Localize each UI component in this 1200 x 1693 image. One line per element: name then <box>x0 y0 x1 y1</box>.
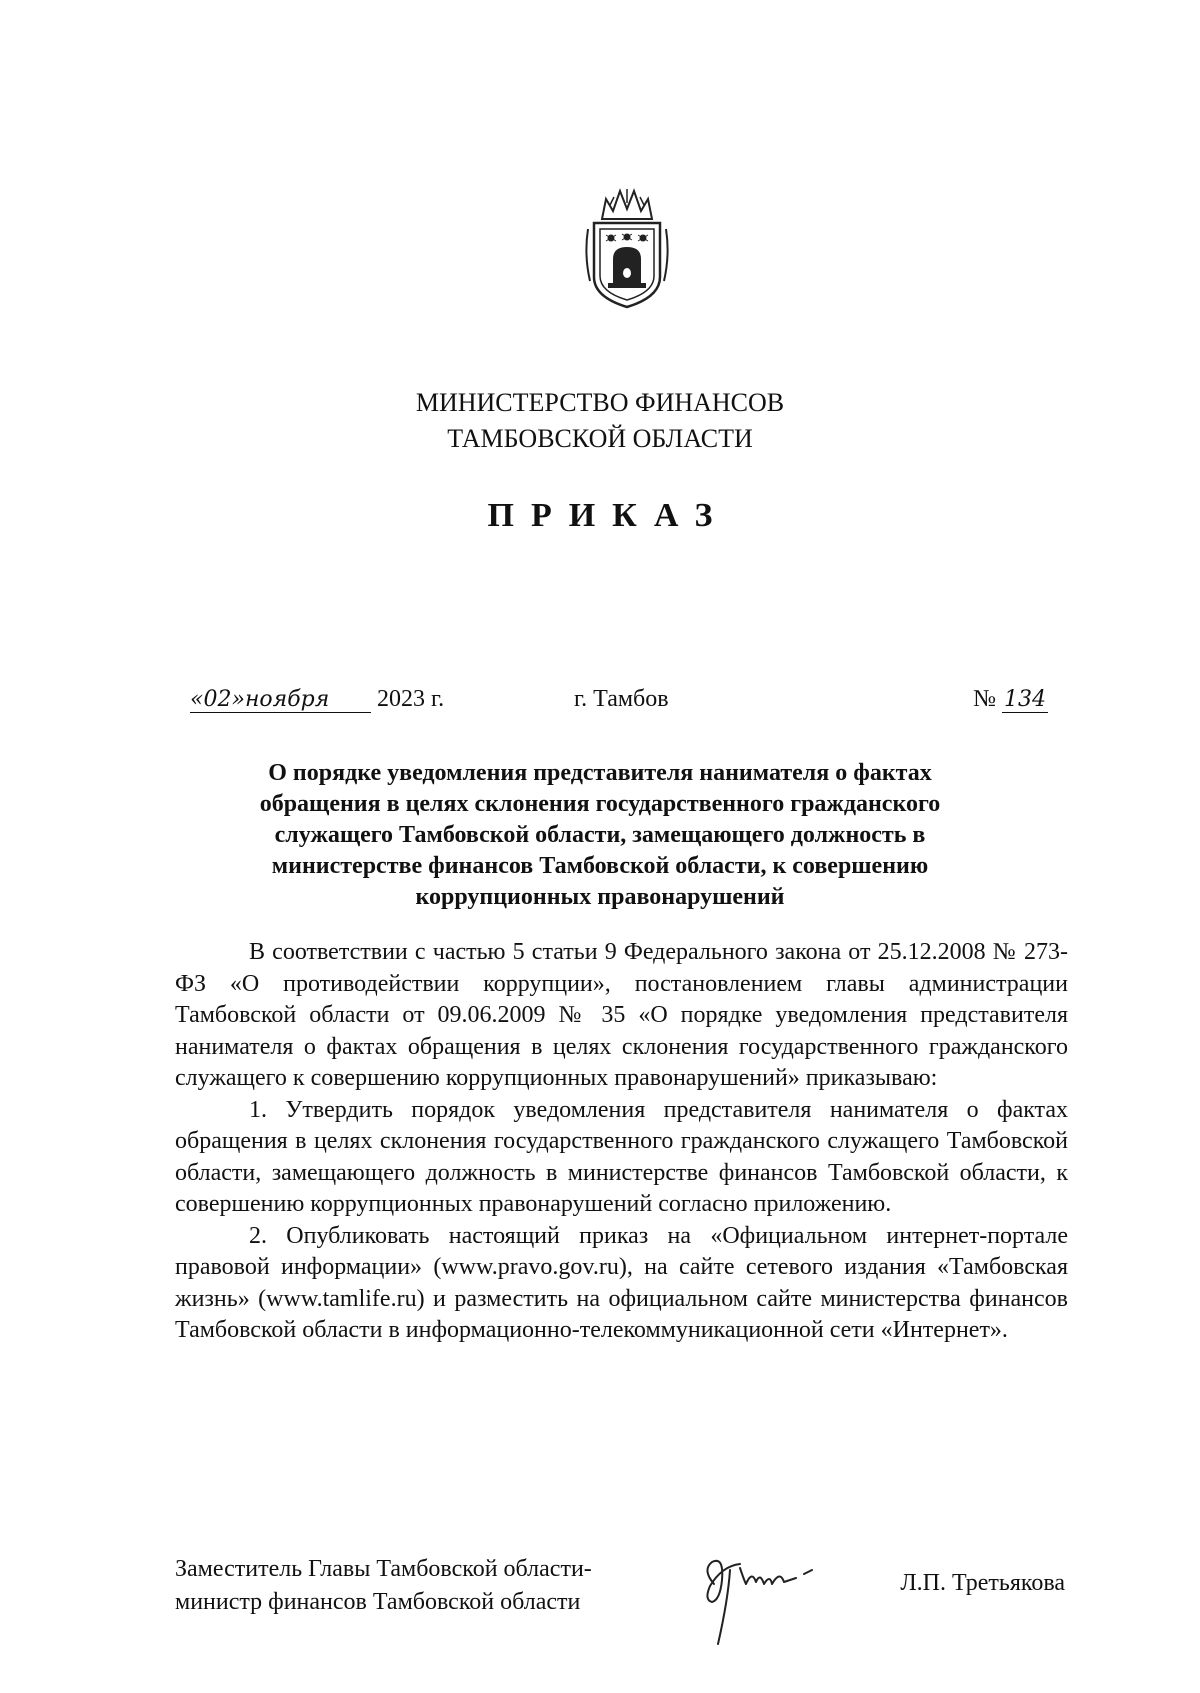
document-body <box>175 937 1068 1347</box>
organization-name <box>300 385 900 457</box>
title-line-5: коррупционных правонарушений <box>415 884 785 910</box>
document-title <box>215 758 985 913</box>
document-city: г. Тамбов <box>574 686 669 712</box>
signatory-position <box>175 1553 592 1619</box>
title-line-2: обращения в целях склонения государственного гражданского <box>259 791 941 817</box>
title-line-4: министерстве финансов Тамбовской области, к совершению <box>271 853 929 879</box>
handwritten-signature <box>700 1540 830 1650</box>
date-year: 2023 г. <box>376 686 445 712</box>
number-value-handwritten: 134 <box>1004 687 1046 712</box>
date-city-number-line <box>178 679 1058 719</box>
date-month-handwritten: ноября <box>245 687 371 713</box>
title-line-3: служащего Тамбовской области, замещающего должность в <box>274 822 926 848</box>
title-line-1: О порядке уведомления представителя нанимателя о фактах <box>268 760 932 786</box>
body-paragraph-item-2: 2. Опубликовать настоящий приказ на «Официальном интернет-портале правовой информации» (www.pravo.gov.ru), на сайте сетевого издания «Тамбовская жизнь» (www.tamlife.ru) и разместить на официальном сайте министерства финансов Тамбовской области в информационно-телекоммуникационной сети «Интернет». <box>175 1222 1068 1343</box>
number-label: № <box>973 686 996 712</box>
org-line-1: МИНИСТЕРСТВО ФИНАНСОВ <box>415 388 785 417</box>
position-line-2: министр финансов Тамбовской области <box>175 1589 581 1615</box>
document-date <box>190 686 444 713</box>
document-number <box>973 686 1048 713</box>
document-type: ПРИКАЗ <box>487 497 730 534</box>
coat-of-arms-emblem <box>580 185 674 311</box>
org-line-2: ТАМБОВСКОЙ ОБЛАСТИ <box>447 424 753 453</box>
date-day-handwritten: «02» <box>190 687 245 712</box>
body-paragraph-item-1: 1. Утвердить порядок уведомления представителя нанимателя о фактах обращения в целях склонения государственного гражданского служащего Тамбовской области, замещающего должность в министерстве финансов Тамбовской области, к совершению коррупционных правонарушений согласно приложению. <box>175 1096 1068 1217</box>
position-line-1: Заместитель Главы Тамбовской области- <box>175 1556 592 1582</box>
body-paragraph-preamble: В соответствии с частью 5 статьи 9 Федерального закона от 25.12.2008 № 273-ФЗ «О противодействии коррупции», постановлением главы администрации Тамбовской области от 09.06.2009 № 35 «О порядке уведомления представителя нанимателя о фактах обращения в целях склонения государственного гражданского служащего к совершению коррупционных правонарушений» приказываю: <box>175 939 1068 1091</box>
signatory-name: Л.П. Третьякова <box>900 1570 1065 1596</box>
